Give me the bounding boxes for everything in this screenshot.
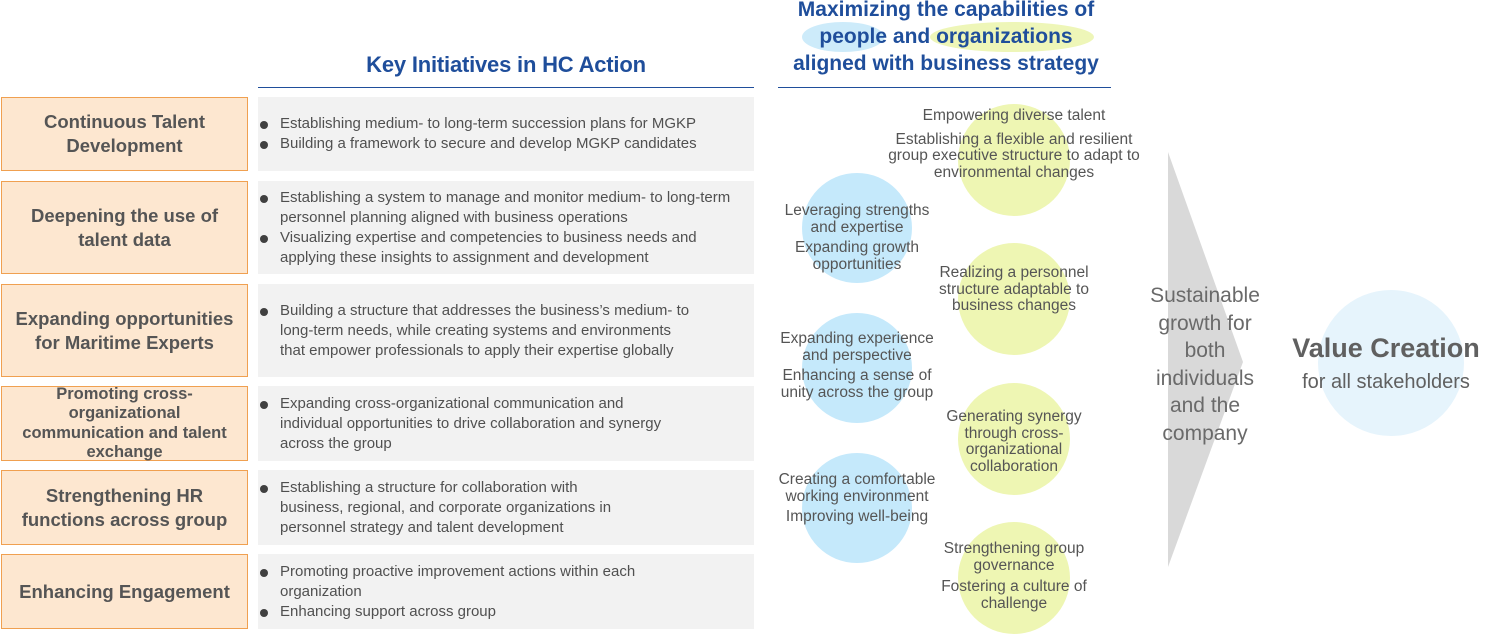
left-heading-rule	[258, 87, 754, 88]
org-circle-line: Establishing a flexible and resilient group executive structure to adapt to environmental changes	[888, 130, 1140, 181]
initiative-bullet: Establishing medium- to long-term succession plans for MGKP	[280, 114, 744, 134]
initiative-bullet: Establishing a system to manage and monitor medium- to long-term personnel planning aligned with business operations	[280, 188, 740, 228]
org-circle-line: Generating synergy through cross-organizational collaboration	[946, 408, 1082, 475]
initiative-bullet: Enhancing support across group	[280, 602, 644, 622]
capabilities-heading-line3: aligned with business strategy	[793, 52, 1099, 75]
initiative-bullet: Establishing a structure for collaboration with business, regional, and corporate organizations in personnel strategy and talent development	[280, 478, 644, 538]
org-circle-text	[872, 108, 1156, 181]
category-hr-functions: Strengthening HR functions across group	[1, 470, 248, 545]
people-circle-text	[764, 203, 950, 273]
category-cross-organizational: Promoting cross-organizational communication and talent exchange	[1, 386, 248, 461]
category-engagement: Enhancing Engagement	[1, 554, 248, 629]
people-circle-text	[764, 472, 950, 526]
initiative-bullet: Building a framework to secure and develop MGKP candidates	[280, 134, 744, 154]
key-initiatives-heading: Key Initiatives in HC Action	[366, 52, 646, 77]
initiatives-panel	[258, 97, 754, 171]
people-circle-line: Leveraging strengths and expertise	[784, 202, 930, 236]
value-creation-title: Value Creation	[1292, 333, 1480, 363]
category-continuous-talent: Continuous Talent Development	[1, 97, 248, 171]
initiatives-panel	[258, 181, 754, 274]
people-word: people	[819, 25, 888, 48]
value-creation-subtitle: for all stakeholders	[1302, 371, 1470, 393]
growth-text: Sustainable growth for both individuals and the company	[1150, 284, 1260, 445]
people-circle-line: Improving well-being	[785, 508, 929, 525]
org-circle-line: Realizing a personnel structure adaptable to business changes	[939, 264, 1089, 314]
and-word: and	[892, 25, 931, 48]
people-circle-line: Creating a comfortable working environment	[778, 471, 936, 505]
right-heading-rule	[778, 87, 1111, 88]
people-circle-line: Expanding growth opportunities	[794, 239, 920, 273]
people-circle-line: Enhancing a sense of unity across the group	[780, 367, 934, 401]
initiatives-panel	[258, 284, 754, 377]
org-circle-text	[924, 541, 1104, 612]
initiatives-panel	[258, 554, 754, 629]
organizations-word: organizations	[936, 25, 1073, 48]
people-circle-text	[762, 331, 952, 401]
capabilities-heading	[770, 0, 1122, 77]
org-circle-line: Fostering a culture of challenge	[941, 578, 1087, 612]
initiative-bullet: Expanding cross-organizational communication and individual opportunities to drive collaboration and synergy across the group	[280, 394, 664, 454]
people-circle-line: Expanding experience and perspective	[780, 330, 934, 364]
org-circle-line: Strengthening group governance	[943, 540, 1085, 574]
initiative-bullet: Visualizing expertise and competencies to business needs and applying these insights to assignment and development	[280, 228, 740, 268]
category-talent-data: Deepening the use of talent data	[1, 181, 248, 274]
initiatives-panel	[258, 386, 754, 461]
org-circle-text	[924, 265, 1104, 315]
initiatives-panel	[258, 470, 754, 545]
capabilities-heading-line1: Maximizing the capabilities of	[797, 0, 1095, 21]
category-maritime-experts: Expanding opportunities for Maritime Experts	[1, 284, 248, 377]
capabilities-heading-line2	[770, 23, 1122, 50]
initiative-bullet: Promoting proactive improvement actions within each organization	[280, 562, 644, 602]
org-circle-line: Empowering diverse talent	[922, 107, 1106, 124]
org-circle-text	[928, 409, 1100, 475]
initiative-bullet: Building a structure that addresses the business’s medium- to long-term needs, while creating systems and environments that empower professionals to apply their expertise globally	[280, 301, 696, 361]
